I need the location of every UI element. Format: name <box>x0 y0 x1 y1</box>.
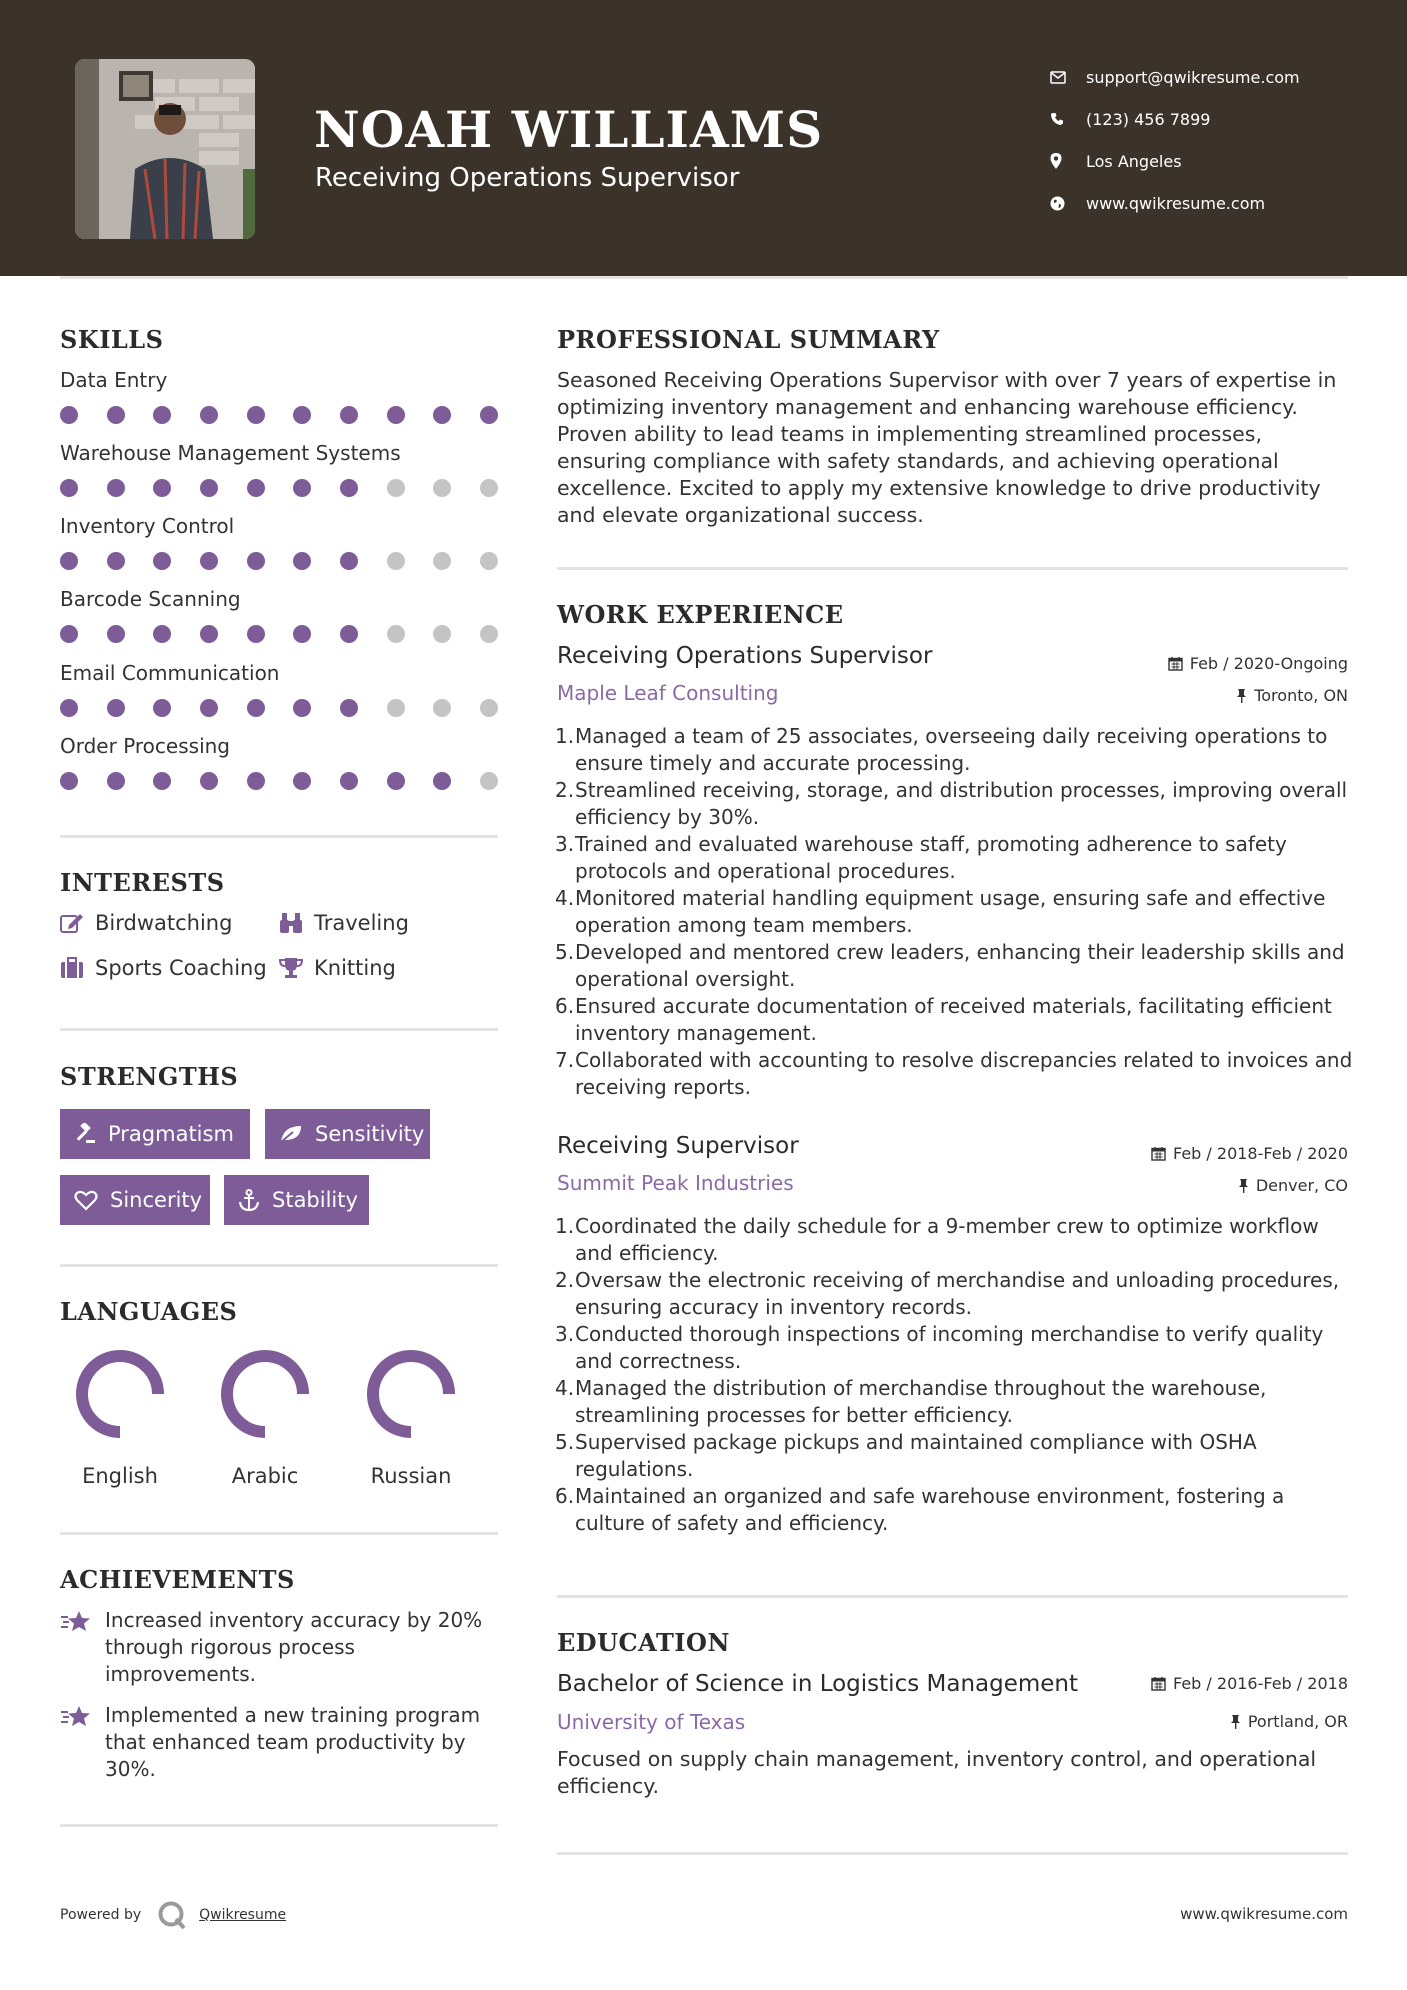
skill-dot-filled <box>153 552 171 570</box>
qwikresume-brand-link[interactable]: Qwikresume <box>199 1907 287 1923</box>
achievement-text: Implemented a new training program that enhanced team productivity by 30%. <box>105 1703 481 1781</box>
job-title: Receiving Operations Supervisor <box>557 643 933 669</box>
job-location-text: Denver, CO <box>1255 1176 1348 1195</box>
skill-dot-empty <box>387 625 405 643</box>
globe-icon <box>1050 196 1086 211</box>
skill-dot-filled <box>247 552 265 570</box>
responsibilities-list <box>555 723 1355 1101</box>
strength-badge <box>60 1109 250 1159</box>
education-dates <box>1151 1674 1348 1693</box>
responsibilities-list <box>555 1213 1355 1537</box>
contact-email[interactable] <box>1050 56 1300 98</box>
skill-dot-filled <box>293 479 311 497</box>
skill-dot-filled <box>60 699 78 717</box>
skill-dot-empty <box>433 699 451 717</box>
location-pin-icon <box>1050 153 1086 169</box>
skill-dot-filled <box>153 625 171 643</box>
job-dates <box>1151 1144 1348 1163</box>
skill-name: Email Communication <box>60 661 280 685</box>
skill-dot-filled <box>387 772 405 790</box>
section-divider <box>60 1028 498 1031</box>
heart-icon <box>74 1190 98 1211</box>
skill-item <box>60 587 500 643</box>
profile-photo <box>75 59 255 239</box>
shooting-star-icon <box>60 1607 105 1688</box>
achievement-item <box>60 1702 505 1783</box>
leaf-icon <box>279 1124 303 1144</box>
responsibility-text: Oversaw the electronic receiving of merchandise and unloading procedures, ensuring accuracy in inventory records. <box>575 1268 1340 1319</box>
responsibility-item: 1. Managed a team of 25 associates, overseeing daily receiving operations to ensure timely and accurate processing. <box>555 724 1328 775</box>
responsibility-text: Managed the distribution of merchandise throughout the warehouse, streamlining processes for better efficiency. <box>575 1376 1267 1427</box>
strength-label: Sensitivity <box>315 1122 425 1146</box>
interests-heading: INTERESTS <box>60 868 225 897</box>
language-proficiency-ring <box>72 1346 168 1442</box>
strength-label: Stability <box>272 1188 358 1212</box>
company-name: Maple Leaf Consulting <box>557 681 779 705</box>
skill-dot-filled <box>433 772 451 790</box>
candidate-role: Receiving Operations Supervisor <box>315 163 740 193</box>
section-divider <box>60 835 498 838</box>
interest-item <box>279 956 396 980</box>
strengths-heading: STRENGTHS <box>60 1062 239 1091</box>
skill-dot-filled <box>60 406 78 424</box>
skill-item <box>60 661 500 717</box>
skill-item <box>60 514 500 570</box>
responsibility-item: 6. Ensured accurate documentation of received materials, facilitating efficient inventory management. <box>555 994 1332 1045</box>
language-label: Russian <box>370 1464 452 1488</box>
achievement-text: Increased inventory accuracy by 20% through rigorous process improvements. <box>105 1608 483 1686</box>
calendar-icon <box>1168 656 1183 671</box>
skill-rating <box>60 479 498 497</box>
footer-powered-by <box>60 1900 286 1930</box>
interest-label: Sports Coaching <box>95 956 267 980</box>
skill-dot-filled <box>107 772 125 790</box>
summary-text: Seasoned Receiving Operations Supervisor with over 7 years of expertise in optimizing inventory management and enhancing warehouse efficiency. Proven ability to lead teams in implementing streamlined processes, ensuring compliance with safety standards, and achieving operational excellence. Excited to apply my extensive knowledge to drive productivity and elevate organizational success. <box>557 368 1337 527</box>
skill-item <box>60 368 500 424</box>
job-dates-text: Feb / 2018-Feb / 2020 <box>1173 1144 1348 1163</box>
skills-heading: SKILLS <box>60 325 164 354</box>
language-label: English <box>82 1464 158 1488</box>
skill-dot-empty <box>480 699 498 717</box>
responsibility-text: Conducted thorough inspections of incoming merchandise to verify quality and correctness. <box>575 1322 1324 1373</box>
skill-dot-filled <box>200 406 218 424</box>
education-location <box>1230 1712 1348 1731</box>
languages-heading: LANGUAGES <box>60 1297 238 1326</box>
responsibility-text: Maintained an organized and safe warehouse environment, fostering a culture of safety and efficiency. <box>575 1484 1285 1535</box>
skill-rating <box>60 699 498 717</box>
education-heading: EDUCATION <box>557 1628 730 1657</box>
responsibility-item: 1. Coordinated the daily schedule for a 9-member crew to optimize workflow and efficiency. <box>555 1214 1319 1265</box>
skill-rating <box>60 406 498 424</box>
language-proficiency-ring <box>363 1346 459 1442</box>
strength-badge <box>224 1175 369 1225</box>
strength-label: Sincerity <box>110 1188 203 1212</box>
section-divider <box>60 1264 498 1267</box>
skill-dot-filled <box>387 406 405 424</box>
responsibility-text: Developed and mentored crew leaders, enhancing their leadership skills and operational oversight. <box>575 940 1345 991</box>
skill-dot-filled <box>340 552 358 570</box>
skill-dot-filled <box>247 699 265 717</box>
contact-website[interactable] <box>1050 182 1300 224</box>
skill-dot-empty <box>480 552 498 570</box>
footer-website-link[interactable]: www.qwikresume.com <box>1180 1905 1348 1923</box>
section-divider <box>557 1595 1348 1598</box>
responsibility-item: 7. Collaborated with accounting to resolve discrepancies related to invoices and receiving reports. <box>555 1048 1353 1099</box>
anchor-icon <box>238 1189 260 1211</box>
contact-list <box>1050 56 1300 224</box>
resume-header <box>0 0 1407 276</box>
skill-dot-filled <box>340 406 358 424</box>
skill-dot-empty <box>387 479 405 497</box>
skill-dot-filled <box>293 772 311 790</box>
contact-phone-text: (123) 456 7899 <box>1086 109 1211 129</box>
language-proficiency-arc <box>82 1356 158 1432</box>
language-proficiency-ring <box>217 1346 313 1442</box>
contact-website-text: www.qwikresume.com <box>1086 193 1266 213</box>
briefcase-icon <box>60 957 95 979</box>
responsibility-item: 4. Monitored material handling equipment usage, ensuring safe and effective operation among team members. <box>555 886 1326 937</box>
company-name: Summit Peak Industries <box>557 1171 794 1195</box>
shooting-star-icon <box>60 1702 105 1783</box>
education-dates-text: Feb / 2016-Feb / 2018 <box>1173 1674 1348 1693</box>
interest-label: Knitting <box>314 956 396 980</box>
skill-dot-filled <box>200 772 218 790</box>
contact-email-text: support@qwikresume.com <box>1086 67 1300 87</box>
language-item <box>205 1346 325 1488</box>
school-name: University of Texas <box>557 1710 746 1734</box>
responsibility-item: 2. Oversaw the electronic receiving of merchandise and unloading procedures, ensuring accuracy in inventory records. <box>555 1268 1340 1319</box>
responsibility-item: 5. Developed and mentored crew leaders, enhancing their leadership skills and operational oversight. <box>555 940 1345 991</box>
job-location-text: Toronto, ON <box>1254 686 1348 705</box>
binoculars-icon <box>279 912 314 934</box>
skill-dot-filled <box>293 699 311 717</box>
skill-dot-filled <box>200 625 218 643</box>
skill-dot-filled <box>247 625 265 643</box>
skill-dot-filled <box>153 406 171 424</box>
pencil-square-icon <box>60 912 95 934</box>
qwikresume-logo-icon <box>157 1900 187 1930</box>
summary-heading: PROFESSIONAL SUMMARY <box>557 325 940 354</box>
interest-item <box>60 911 232 935</box>
skill-dot-filled <box>340 772 358 790</box>
skill-dot-filled <box>293 552 311 570</box>
skill-rating <box>60 772 498 790</box>
job-title: Receiving Supervisor <box>557 1133 799 1159</box>
skill-rating <box>60 552 498 570</box>
skill-item <box>60 734 500 790</box>
education-location-text: Portland, OR <box>1247 1712 1348 1731</box>
skill-dot-filled <box>200 552 218 570</box>
responsibility-text: Collaborated with accounting to resolve discrepancies related to invoices and receiving reports. <box>575 1048 1353 1099</box>
skill-dot-filled <box>247 772 265 790</box>
skill-dot-filled <box>340 479 358 497</box>
skill-dot-filled <box>60 772 78 790</box>
calendar-icon <box>1151 1146 1166 1161</box>
skill-name: Warehouse Management Systems <box>60 441 401 465</box>
skill-name: Barcode Scanning <box>60 587 241 611</box>
interest-label: Traveling <box>314 911 409 935</box>
responsibility-item: 2. Streamlined receiving, storage, and distribution processes, improving overall efficiency by 30%. <box>555 778 1348 829</box>
responsibility-text: Trained and evaluated warehouse staff, promoting adherence to safety protocols and operational procedures. <box>575 832 1287 883</box>
skill-dot-filled <box>153 772 171 790</box>
responsibility-item: 4. Managed the distribution of merchandise throughout the warehouse, streamlining processes for better efficiency. <box>555 1376 1267 1427</box>
education-description: Focused on supply chain management, inventory control, and operational efficiency. <box>557 1747 1317 1798</box>
section-divider <box>60 1532 498 1535</box>
language-proficiency-arc <box>373 1356 449 1432</box>
skill-dot-filled <box>107 625 125 643</box>
contact-phone[interactable] <box>1050 98 1300 140</box>
skill-dot-filled <box>107 552 125 570</box>
skill-dot-filled <box>60 552 78 570</box>
responsibility-text: Managed a team of 25 associates, overseeing daily receiving operations to ensure timely and accurate processing. <box>575 724 1328 775</box>
section-divider <box>60 1824 498 1827</box>
skill-dot-empty <box>480 479 498 497</box>
calendar-icon <box>1151 1676 1166 1691</box>
achievement-item <box>60 1607 505 1688</box>
trophy-icon <box>279 957 314 979</box>
responsibility-text: Monitored material handling equipment usage, ensuring safe and effective operation among team members. <box>575 886 1326 937</box>
language-item <box>351 1346 471 1488</box>
job-location <box>1238 1176 1348 1195</box>
responsibility-text: Streamlined receiving, storage, and distribution processes, improving overall efficiency by 30%. <box>575 778 1348 829</box>
language-label: Arabic <box>231 1464 299 1488</box>
skill-dot-filled <box>340 625 358 643</box>
candidate-name: NOAH WILLIAMS <box>314 100 824 159</box>
skill-dot-filled <box>340 699 358 717</box>
contact-location <box>1050 140 1300 182</box>
skill-dot-filled <box>247 479 265 497</box>
responsibility-text: Ensured accurate documentation of received materials, facilitating efficient inventory management. <box>575 994 1332 1045</box>
achievements-heading: ACHIEVEMENTS <box>60 1565 295 1594</box>
responsibility-text: Supervised package pickups and maintained compliance with OSHA regulations. <box>575 1430 1257 1481</box>
skill-dot-empty <box>387 699 405 717</box>
responsibility-item: 6. Maintained an organized and safe warehouse environment, fostering a culture of safety and efficiency. <box>555 1484 1285 1535</box>
contact-location-text: Los Angeles <box>1086 151 1182 171</box>
skill-dot-filled <box>293 625 311 643</box>
pushpin-icon <box>1238 1178 1249 1193</box>
envelope-icon <box>1050 71 1086 84</box>
skill-dot-empty <box>433 479 451 497</box>
responsibility-item: 3. Trained and evaluated warehouse staff, promoting adherence to safety protocols and operational procedures. <box>555 832 1287 883</box>
skill-dot-empty <box>433 625 451 643</box>
language-proficiency-arc <box>227 1356 303 1432</box>
pushpin-icon <box>1230 1714 1241 1729</box>
section-divider <box>557 567 1348 570</box>
powered-by-text: Powered by <box>60 1907 142 1923</box>
skill-dot-filled <box>153 479 171 497</box>
responsibility-item: 5. Supervised package pickups and maintained compliance with OSHA regulations. <box>555 1430 1257 1481</box>
language-item <box>60 1346 180 1488</box>
skill-dot-filled <box>107 699 125 717</box>
skill-name: Data Entry <box>60 368 168 392</box>
skill-name: Order Processing <box>60 734 230 758</box>
skill-dot-filled <box>107 406 125 424</box>
skill-dot-filled <box>433 406 451 424</box>
job-location <box>1236 686 1348 705</box>
skill-dot-filled <box>200 699 218 717</box>
skill-dot-empty <box>387 552 405 570</box>
experience-heading: WORK EXPERIENCE <box>557 600 844 629</box>
skill-item <box>60 441 500 497</box>
skill-dot-filled <box>153 699 171 717</box>
skill-dot-filled <box>480 406 498 424</box>
degree-title: Bachelor of Science in Logistics Management <box>557 1671 1079 1697</box>
skill-rating <box>60 625 498 643</box>
skill-dot-filled <box>60 479 78 497</box>
interest-label: Birdwatching <box>95 911 233 935</box>
skill-dot-empty <box>480 625 498 643</box>
skill-dot-filled <box>60 625 78 643</box>
phone-icon <box>1050 112 1086 126</box>
skill-dot-filled <box>293 406 311 424</box>
interest-item <box>279 911 409 935</box>
strength-badge <box>265 1109 430 1159</box>
strength-label: Pragmatism <box>108 1122 234 1146</box>
skill-dot-filled <box>107 479 125 497</box>
pushpin-icon <box>1236 688 1247 703</box>
skill-dot-empty <box>433 552 451 570</box>
responsibility-item: 3. Conducted thorough inspections of incoming merchandise to verify quality and correctness. <box>555 1322 1324 1373</box>
job-dates-text: Feb / 2020-Ongoing <box>1189 654 1348 673</box>
skill-name: Inventory Control <box>60 514 235 538</box>
strength-badge <box>60 1175 210 1225</box>
skill-dot-filled <box>200 479 218 497</box>
header-divider <box>60 276 1348 279</box>
responsibility-text: Coordinated the daily schedule for a 9-member crew to optimize workflow and efficiency. <box>575 1214 1319 1265</box>
interest-item <box>60 956 267 980</box>
section-divider <box>557 1852 1348 1855</box>
skill-dot-filled <box>247 406 265 424</box>
job-dates <box>1168 654 1348 673</box>
gavel-icon <box>74 1123 96 1145</box>
skill-dot-empty <box>480 772 498 790</box>
